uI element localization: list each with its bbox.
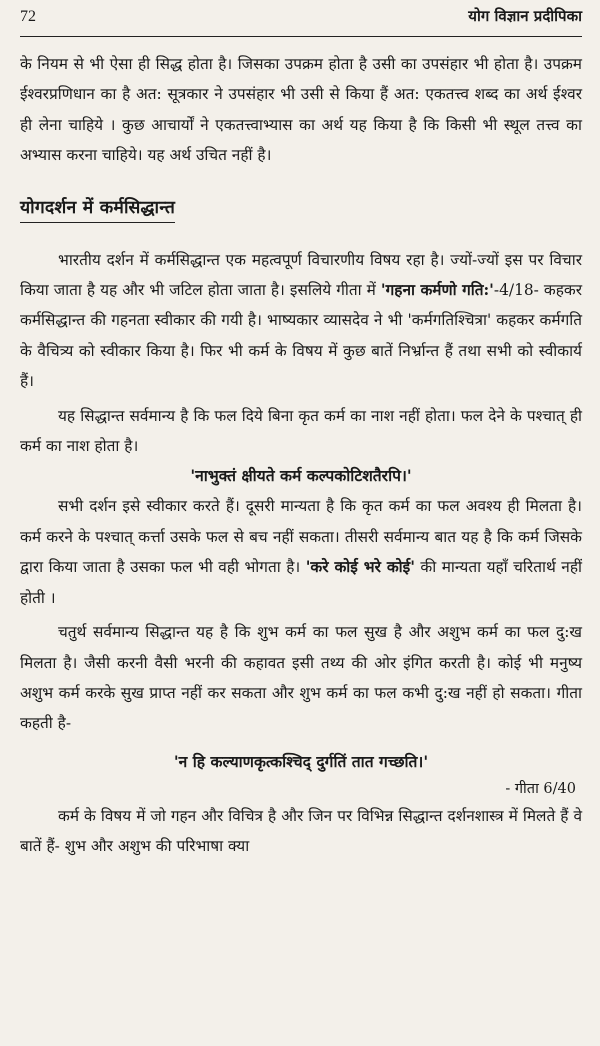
sanskrit-quote-1: 'नाभुक्तं क्षीयते कर्म कल्पकोटिशतैरपि।' — [190, 466, 412, 486]
paragraph-4-text-b: की मान्यता यहाँ चरितार्थ नहीं होती । — [20, 558, 582, 607]
paragraph-2-text-a: भारतीय दर्शन में कर्मसिद्धान्त एक महत्वपूर्ण विचारणीय विषय रहा है। ज्यों-ज्यों इस पर विचार किया जाता है यह और भी जटिल होता जाता है। इसलिये गीता में — [20, 250, 582, 300]
paragraph-6: कर्म के विषय में जो गहन और विचित्र है और जिन पर विभिन्न सिद्धान्त दर्शनशास्त्र में मिलते हैं वे बातें हैं- शुभ और अशुभ की परिभाषा क्या — [20, 806, 582, 856]
page-header — [20, 6, 582, 37]
paragraph-1: के नियम से भी ऐसा ही सिद्ध होता है। जिसका उपक्रम होता है उसी का उपसंहार भी होता है। उपक्रम ईश्वरप्रणिधान का है अत: सूत्रकार ने उपसंहार भी उसी से किया हैं अत: एकतत्त्व शब्द का अर्थ ईश्वर ही लेना चाहिये । कुछ आचार्यों ने एकतत्त्वाभ्यास का अर्थ यह किया है कि किसी भी स्थूल तत्त्व का अभ्यास करना चाहिये। यह अर्थ उचित नहीं है। — [20, 55, 582, 165]
paragraph-4 — [20, 491, 582, 613]
proverb-inline: 'करे कोई भरे कोई' — [305, 558, 415, 577]
section-heading: योगदर्शन में कर्मसिद्धान्त — [20, 195, 175, 223]
paragraph-2-text-b: -4/18- कहकर कर्मसिद्धान्त की गहनता स्वीकार की गयी है। भाष्यकार व्यासदेव ने भी 'कर्मगतिश्चित्रा' कहकर कर्मगति के वैचित्र्य को स्वीकार किया है। फिर भी कर्म के विषय में कुछ बातें निर्भ्रान्त हैं तथा सभी को स्वीकार्य हैं। — [20, 281, 582, 391]
paragraph-2 — [20, 245, 582, 397]
paragraph-5: चतुर्थ सर्वमान्य सिद्धान्त यह है कि शुभ कर्म का फल सुख है और अशुभ कर्म का फल दु:ख मिलता है। जैसी करनी वैसी भरनी की कहावत इसी तथ्य की ओर इंगित करती है। कोई भी मनुष्य अशुभ कर्म करके सुख प्राप्त नहीं कर सकता और शुभ कर्म का फल कभी दु:ख नहीं हो सकता। गीता कहती है- — [20, 623, 582, 733]
gita-quote-inline: 'गहना कर्मणो गति:' — [380, 281, 494, 300]
sanskrit-quote-2: 'न हि कल्याणकृत्कश्चिद् दुर्गतिं तात गच्छति।' — [173, 751, 429, 771]
quote-citation: - गीता 6/40 — [505, 780, 576, 797]
paragraph-3: यह सिद्धान्त सर्वमान्य है कि फल दिये बिना कृत कर्म का नाश नहीं होता। फल देने के पश्चात् ही कर्म का नाश होता है। — [20, 406, 582, 456]
paragraph-4-text-a: सभी दर्शन इसे स्वीकार करते हैं। दूसरी मान्यता है कि कृत कर्म का फल अवश्य ही मिलता है। कर्म करने के पश्चात् कर्त्ता उसके फल से बच नहीं सकता। तीसरी सर्वमान्य बात यह है कि कर्म जिसके द्वारा किया जाता है उसका फल भी वही भोगता है। — [20, 497, 582, 577]
page-number: 72 — [20, 8, 36, 25]
running-title: योग विज्ञान प्रदीपिका — [468, 7, 582, 25]
